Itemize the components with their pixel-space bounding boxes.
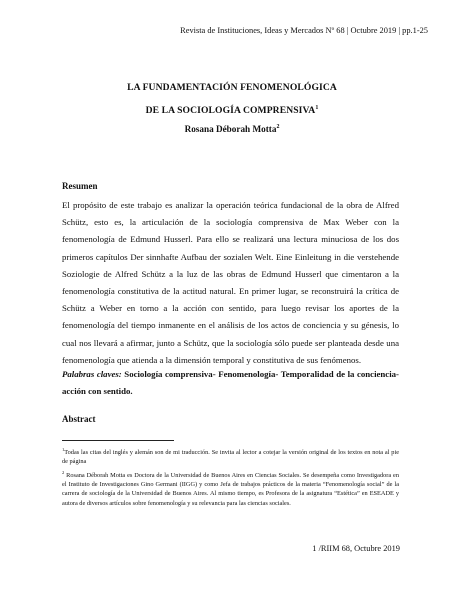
footnote-text-1: Todas las citas del inglés y alemán son de mi traducción. Se invita al lector a cotejar la versión original de los textos en nota al pie de página bbox=[62, 449, 399, 466]
article-title bbox=[0, 78, 464, 121]
resumen-paragraph: El propósito de este trabajo es analizar la operación teórica fundacional de la obra de Alfred Schütz, esto es, la articulación de la sociología comprensiva de Max Weber con la fenomenología de Edmund Husserl. Para ello se realizará una lectura minuciosa de los dos primeros capítulos Der sinnhafte Aufbau der sozialen Welt. Eine Einleitung in die verstehende Soziologie de Alfred Schütz a la luz de las obras de Edmund Husserl que cimentaron a la fenomenología constitutiva de la actitud natural. En primer lugar, se reconstruirá la crítica de Schütz a Weber en torno a la acción con sentido, para luego revisar los aportes de la fenomenología del tiempo inmanente en el análisis de los actos de conciencia y su génesis, lo cual nos llevará a afirmar, junto a Schütz, que la sociología sólo puede ser planteada desde una fenomenología que atienda a la dimensión temporal y constitutiva de sus fenómenos. bbox=[62, 200, 399, 365]
page-footer: 1 /RIIM 68, Octubre 2019 bbox=[312, 544, 400, 553]
title-line-1: LA FUNDAMENTACIÓN FENOMENOLÓGICA bbox=[127, 82, 337, 93]
abstract-heading: Abstract bbox=[62, 414, 96, 424]
footnotes bbox=[62, 445, 399, 509]
footnote-mark-1: 1 bbox=[62, 447, 65, 452]
footnote-mark-2: 2 bbox=[62, 469, 65, 475]
keywords-label: Palabras claves: bbox=[62, 369, 122, 379]
title-line-2-text: DE LA SOCIOLOGÍA COMPRENSIVA bbox=[145, 105, 316, 116]
author-name-text: Rosana Déborah Motta bbox=[184, 124, 277, 134]
running-header: Revista de Instituciones, Ideas y Mercados Nº 68 | Octubre 2019 | pp.1-25 bbox=[180, 26, 428, 35]
keywords-text: Sociología comprensiva- Fenomenología- Temporalidad de la conciencia- acción con sentido. bbox=[62, 369, 399, 396]
footnote-ref-2[interactable]: 2 bbox=[276, 124, 280, 130]
resumen-heading: Resumen bbox=[62, 181, 98, 191]
footnote-1 bbox=[62, 445, 399, 466]
keywords-line bbox=[62, 366, 399, 399]
footnote-divider bbox=[62, 440, 174, 441]
footnote-text-2: Rosana Déborah Motta es Doctora de la Universidad de Buenos Aires en Ciencias Sociales. Se desempeña como Investigadora en el Instituto de Investigaciones Gino Germani (IIGG) y como Jefa de trabajos prácticos de la materia “Fenomenología social” de la carrera de sociología de la Universidad de Buenos Aires. Al mismo tiempo, es Profesora de la asignatura “Estética” en ESEADE y autora de diversos artículos sobre fenomenología y su relevancia para las ciencias sociales. bbox=[62, 471, 399, 507]
author-name bbox=[0, 124, 464, 134]
title-line-2 bbox=[0, 98, 464, 121]
footnote-2 bbox=[62, 468, 399, 508]
footnote-ref-1[interactable]: 1 bbox=[315, 105, 319, 111]
